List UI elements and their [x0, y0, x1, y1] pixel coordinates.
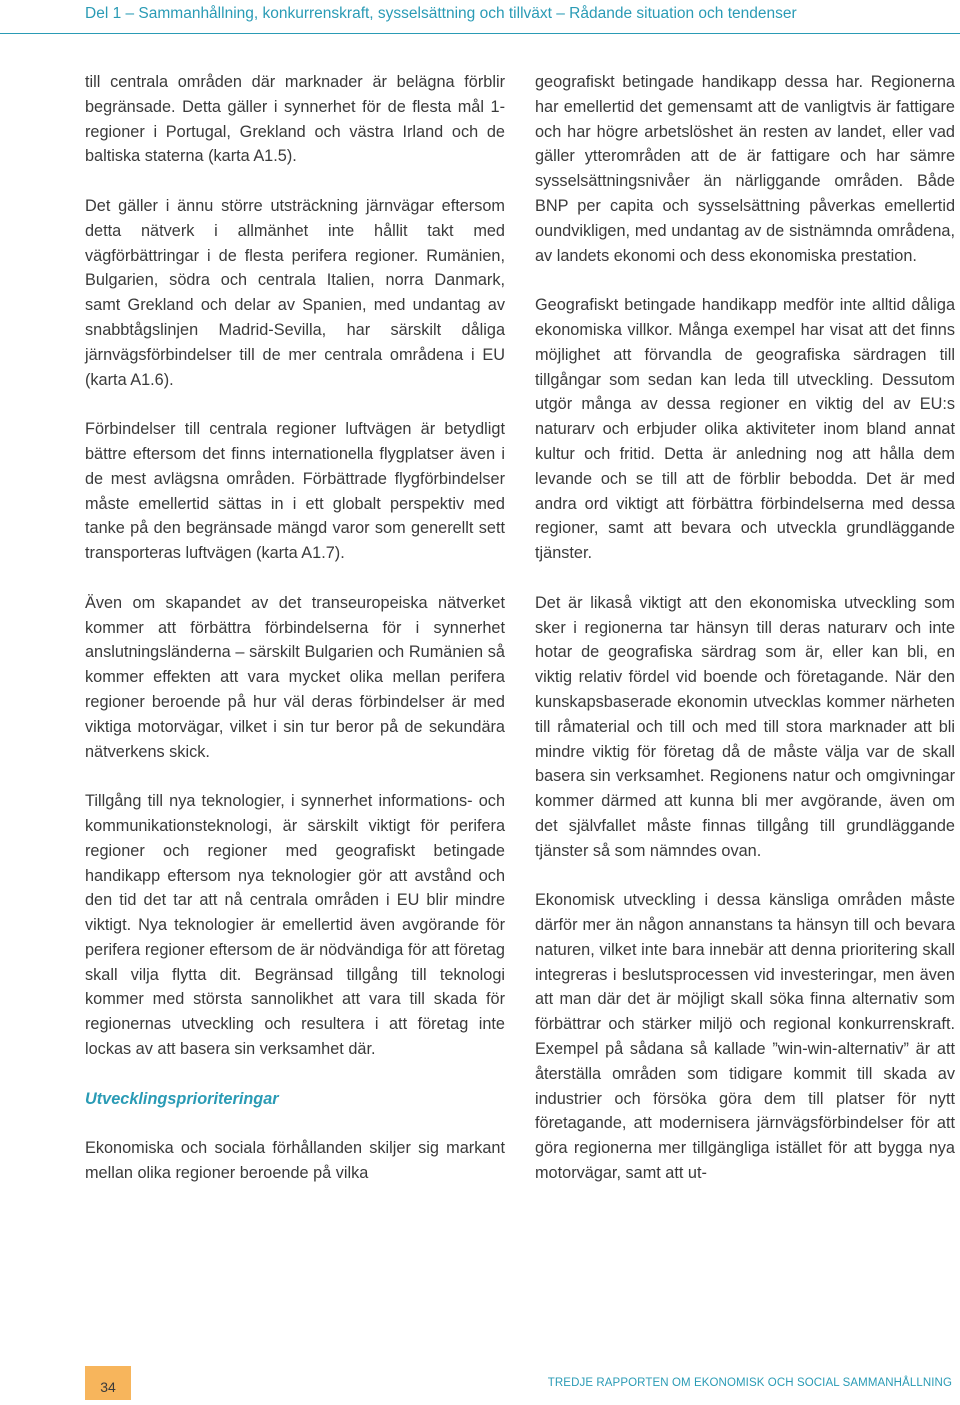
paragraph: Det är likaså viktigt att den ekonomiska utveckling som sker i regionerna tar hänsyn till deras naturarv och inte hotar de geografiska särdrag som är, eller kan bli, en viktig relativ fördel vid boende och företagande. När den kunskapsbaserade ekonomin utvecklas kommer närheten till råmaterial och till och med till stora marknader att bli mindre viktig för företag då de måste välja var de skall basera sin verksamhet. Regionens natur och omgivningar kommer därmed att kunna bli mer avgörande, även om det självfallet måste finnas tillgång till grundläggande tjänster så som nämndes ovan. — [535, 593, 955, 860]
footer-report-title: TREDJE RAPPORTEN OM EKONOMISK OCH SOCIAL SAMMANHÅLLNING — [547, 1377, 952, 1389]
paragraph: Även om skapandet av det transeuropeiska nätverket kommer att förbättra förbindelserna för i synnerhet anslutningsländerna – särskilt Bulgarien och Rumänien så kommer effekten att vara mycket olika mellan perifera regioner beroende på hur väl deras förbindelser är med viktiga motorvägar, vilket i sin tur beror på de sekundära nätverkens skick. — [85, 593, 505, 761]
paragraph: Det gäller i ännu större utsträckning järnvägar eftersom detta nätverk i allmänhet inte hållit takt med vägförbättringar i de flesta perifera regioner. Rumänien, Bulgarien, södra och centrala Italien, norra Danmark, samt Grekland och delar av Spanien, med undantag av snabbtågslinjen Madrid-Sevilla, har särskilt dåliga järnvägsförbindelser till de mer centrala områdena i EU (karta A1.6). — [85, 196, 505, 389]
paragraph: Tillgång till nya teknologier, i synnerhet informations- och kommunikationsteknologi, är särskilt viktigt för perifera regioner och regioner med geografiskt betingade handikapp eftersom nya teknologier gör att avstånd och den tid det tar att nå centrala områden i EU blir mindre viktigt. Nya teknologier är emellertid även avgörande för perifera regioner eftersom de är nödvändiga för att företag skall vilja flytta dit. Begränsad tillgång till teknologi kommer med största sannolikhet att vara till skada för regionernas utveckling och resultera i att företag inte lockas av att basera sin verksamhet där. — [85, 792, 505, 1059]
running-header: Del 1 – Sammanhållning, konkurrenskraft, sysselsättning och tillväxt – Rådande situation och tendenser — [0, 0, 960, 34]
right-column — [535, 70, 955, 1186]
left-column — [85, 70, 505, 1186]
paragraph: Ekonomisk utveckling i dessa känsliga områden måste därför mer än någon annanstans ta hänsyn till och bevara naturen, vilket inte bara innebär att denna prioritering skall integreras i beslutsprocessen vid investeringar, men även att man där det är möjligt skall söka finna alternativ som förbättrar och stärker miljö och regional konkurrenskraft. Exempel på sådana så kallade ”win-win-alternativ” är att återställa områden som tidigare kommit till skada av industrier och försöka göra dem till platser för nytt företagande, att modernisera järnvägsförbindelser för att göra regionerna mer tillgängliga istället för att bygga nya motorvägar, samt att ut- — [535, 891, 955, 1183]
paragraph: Förbindelser till centrala regioner luftvägen är betydligt bättre eftersom det finns internationella flygplatser även i de mest avlägsna områden. Förbättrade flygförbindelser måste emellertid sättas in i ett globalt perspektiv med tanke på den begränsade mängd varor som generellt sett transporteras luftvägen (karta A1.7). — [85, 420, 505, 563]
paragraph: Geografiskt betingade handikapp medför inte alltid dåliga ekonomiska villkor. Många exempel har visat att det finns möjlighet att förvandla de geografiska särdragen till tillgångar som sedan kan leda till utveckling. Dessutom utgör många av dessa regioner en viktig del av EU:s naturarv och erbjuder olika aktiviteter inom bland annat kultur och fritid. Detta är anledning nog att hålla dem levande och se till att de förblir bebodda. Det är med andra ord viktigt att förbättra förbindelserna med dessa regioner, samt att bevara och utveckla grundläggande tjänster. — [535, 296, 955, 563]
section-heading: Utvecklingsprioriteringar — [85, 1089, 279, 1108]
page-number: 34 — [85, 1366, 131, 1400]
paragraph: geografiskt betingade handikapp dessa har. Regionerna har emellertid det gemensamt att de vanligtvis är fattigare och har högre arbetslöshet än resten av landet, eller vad gäller ytterområden att de är fattigare och har sämre sysselsättningsnivåer än närliggande områden. Både BNP per capita och sysselsättning påverkas emellertid oundvikligen, med undantag av de sistnämnda områdena, av landets ekonomi och dess ekonomiska prestation. — [535, 73, 955, 265]
paragraph: Ekonomiska och sociala förhållanden skiljer sig markant mellan olika regioner beroende på vilka — [85, 1139, 505, 1183]
paragraph: till centrala områden där marknader är belägna förblir begränsade. Detta gäller i synnerhet för de flesta mål 1-regioner i Portugal, Grekland och västra Irland och de baltiska staterna (karta A1.5). — [85, 73, 505, 166]
